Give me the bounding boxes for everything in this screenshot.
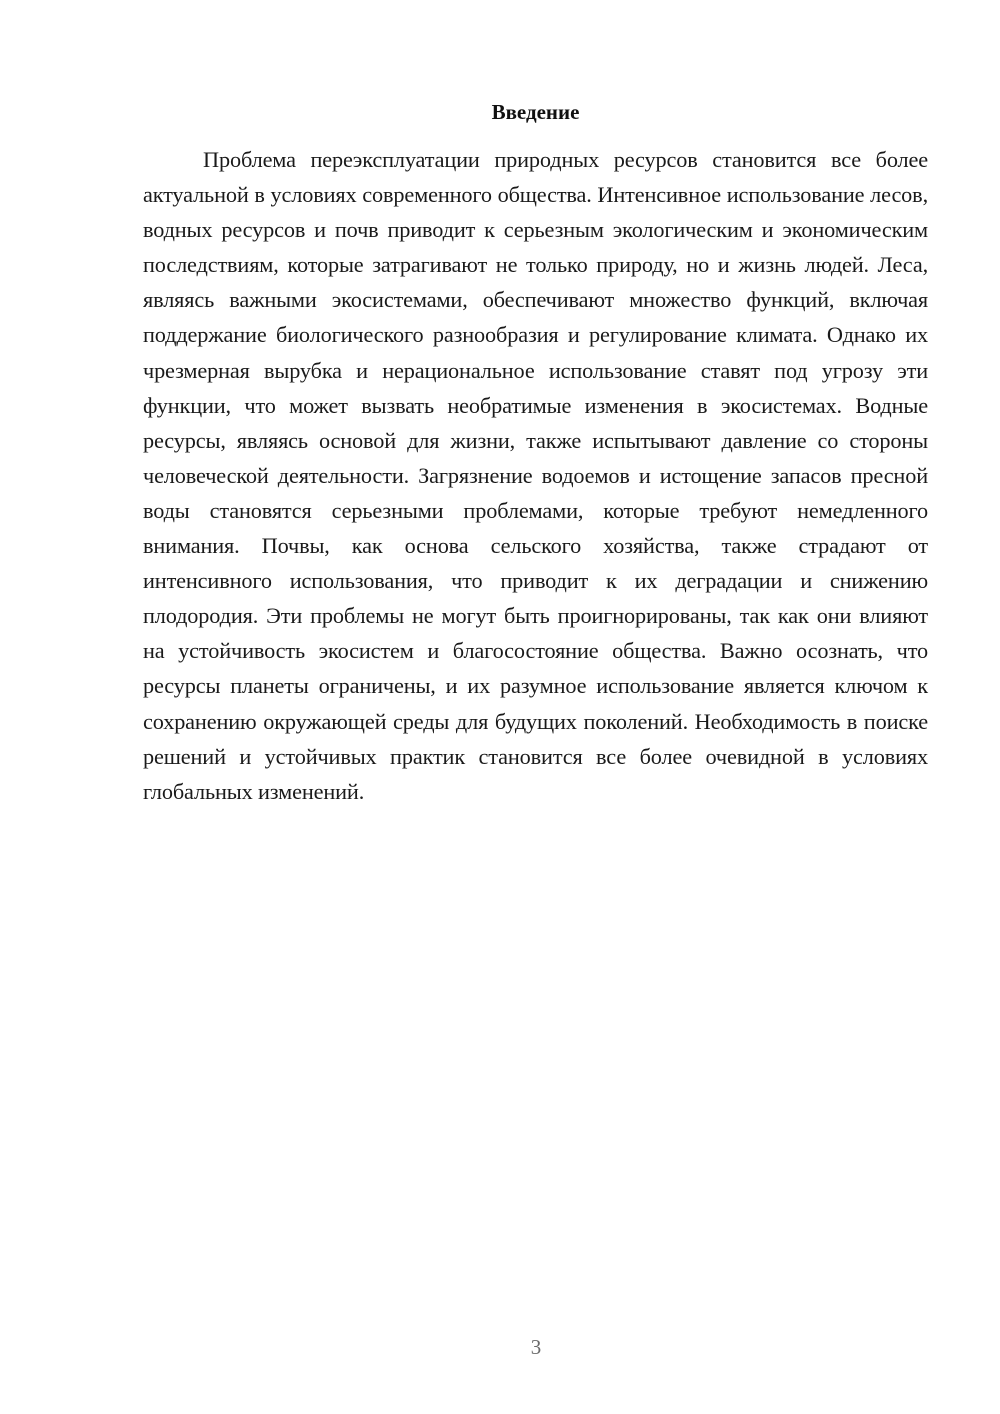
section-title: Введение: [491, 100, 580, 124]
page-number: 3: [530, 1335, 542, 1359]
body-paragraph: Проблема переэксплуатации природных ресурсов становится все более актуальной в условиях современного общества. Интенсивное использование лесов, водных ресурсов и почв приводит к серьезным экологическим и экономическим последствиям, которые затрагивают не только природу, но и жизнь людей. Леса, являясь важными экосистемами, обеспечивают множество функций, включая поддержание биологического разнообразия и регулирование климата. Однако их чрезмерная вырубка и нерациональное использование ставят под угрозу эти функции, что может вызвать необратимые изменения в экосистемах. Водные ресурсы, являясь основой для жизни, также испытывают давление со стороны человеческой деятельности. Загрязнение водоемов и истощение запасов пресной воды становятся серьезными проблемами, которые требуют немедленного внимания. Почвы, как основа сельского хозяйства, также страдают от интенсивного использования, что приводит к их деградации и снижению плодородия. Эти проблемы не могут быть проигнорированы, так как они влияют на устойчивость экосистем и благосостояние общества. Важно осознать, что ресурсы планеты ограничены, и их разумное использование является ключом к сохранению окружающей среды для будущих поколений. Необходимость в поиске решений и устойчивых практик становится все более очевидной в условиях глобальных изменений.: [143, 147, 928, 804]
